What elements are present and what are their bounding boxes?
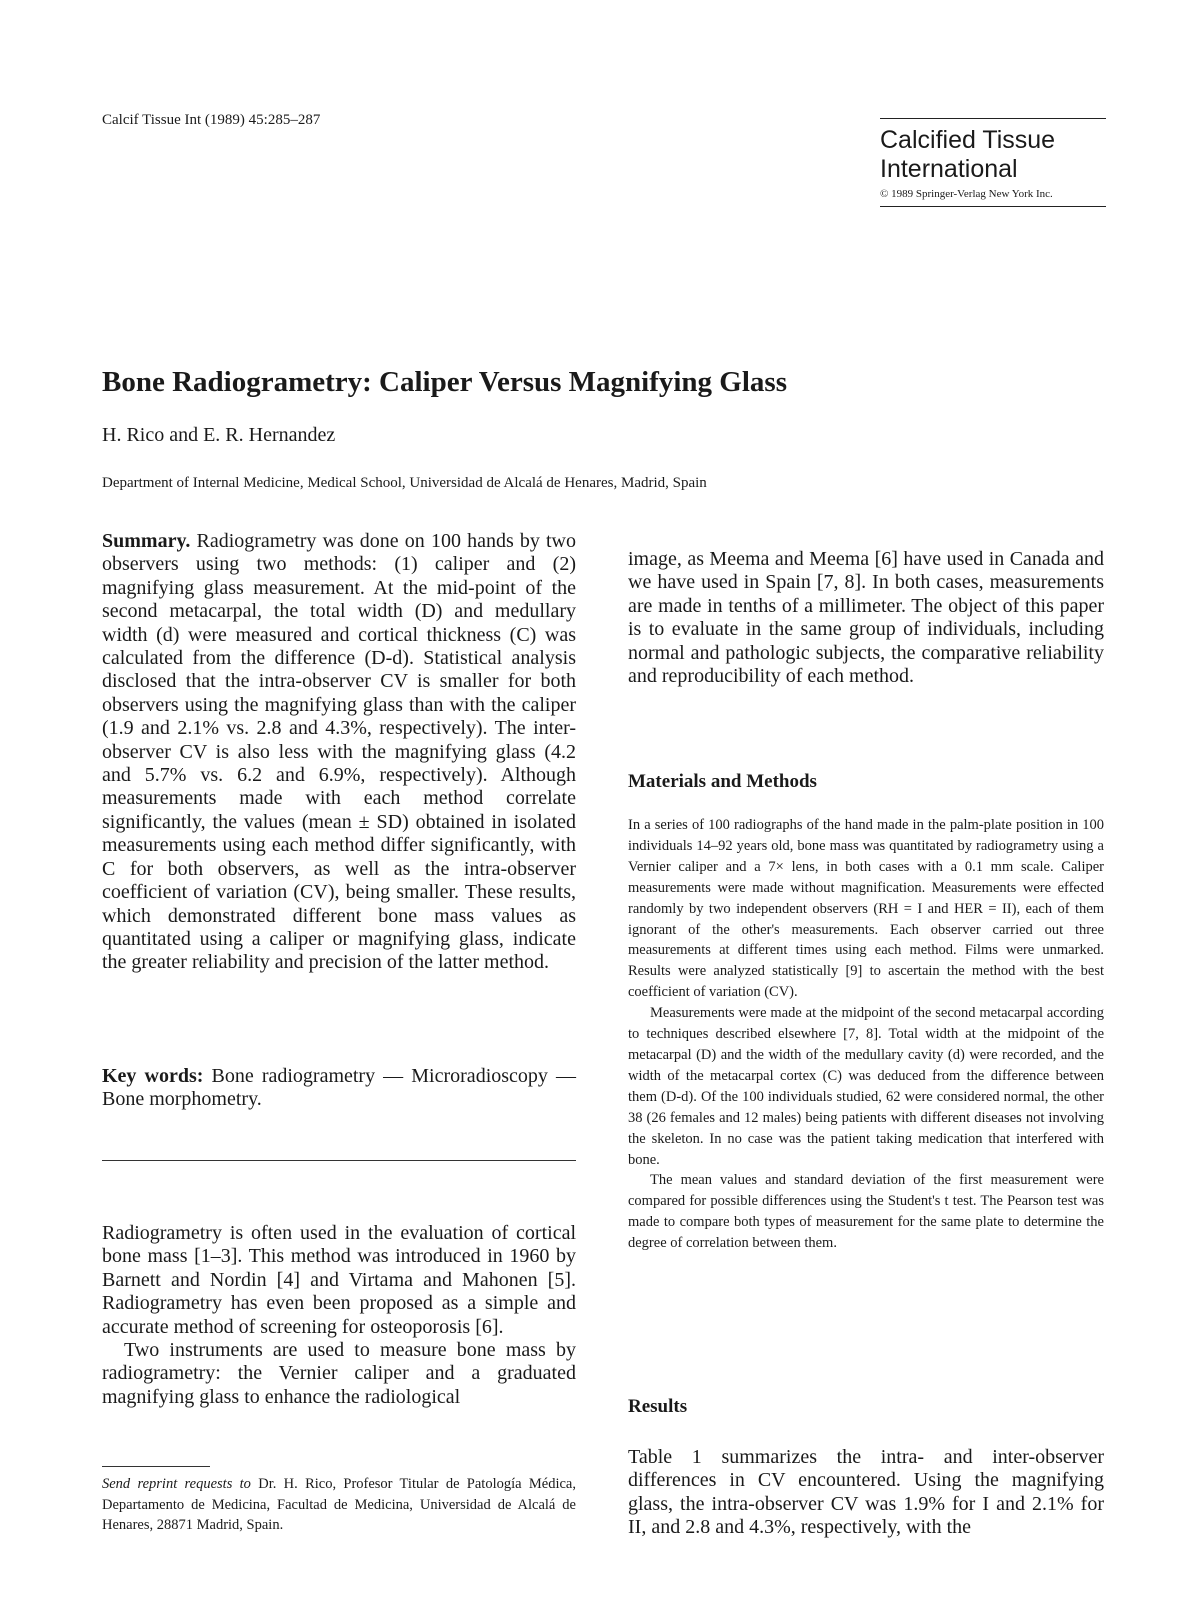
footnote-text: Dr. H. Rico, Profesor Titular de Patología Médica, Departamento de Medicina, Facultad de Medicina, Universidad de Alcalá de Henares, 28871 Madrid, Spain. <box>102 1476 576 1533</box>
methods-heading: Materials and Methods <box>628 771 817 792</box>
methods-paragraph-1: In a series of 100 radiographs of the hand made in the palm-plate position in 100 individuals 14–92 years old, bone mass was quantitated by radiogrametry using a Vernier caliper and a 7× lens, in both cases with a 0.1 mm scale. Caliper measurements were made without magnification. Measurements were effected randomly by two independent observers (RH = I and HER = II), each of them ignorant of the other's measurements. Each observer carried out three measurements at different times using each method. Films were unmarked. Results were analyzed statistically [9] to ascertain the method with the best coefficient of variation (CV). <box>628 817 1104 1001</box>
section-divider <box>102 1160 576 1161</box>
introduction-block <box>102 1222 576 1409</box>
keywords-block <box>102 1065 576 1112</box>
article-authors: H. Rico and E. R. Hernandez <box>102 424 336 446</box>
intro-paragraph-2: Two instruments are used to measure bone mass by radiogrametry: the Vernier caliper and a graduated magnifying glass to enhance the radiological <box>102 1339 576 1408</box>
article-title: Bone Radiogrametry: Caliper Versus Magnifying Glass <box>102 366 787 398</box>
footnote <box>102 1474 576 1536</box>
journal-citation: Calcif Tissue Int (1989) 45:285–287 <box>102 112 321 128</box>
intro-paragraph-1: Radiogrametry is often used in the evaluation of cortical bone mass [1–3]. This method was introduced in 1960 by Barnett and Nordin [4] and Virtama and Mahonen [5]. Radiogrametry has even been proposed as a simple and accurate method of screening for osteoporosis [6]. <box>102 1222 576 1338</box>
summary-block <box>102 530 576 975</box>
intro-continuation <box>628 548 1104 688</box>
footnote-label: Send reprint requests to <box>102 1476 251 1492</box>
keywords-text: Bone radiogrametry — Microradioscopy — Bone morphometry. <box>102 1065 576 1111</box>
results-body <box>628 1446 1104 1540</box>
copyright-notice: © 1989 Springer-Verlag New York Inc. <box>880 188 1053 200</box>
journal-masthead <box>880 118 1106 207</box>
summary-label: Summary. <box>102 530 191 552</box>
intro-paragraph-3: image, as Meema and Meema [6] have used in Canada and we have used in Spain [7, 8]. In both cases, measurements are made in tenths of a millimeter. The object of this paper is to evaluate in the same group of individuals, including normal and pathologic subjects, the comparative reliability and reproducibility of each method. <box>628 548 1104 688</box>
methods-paragraph-3: The mean values and standard deviation of the first measurement were compared for possible differences using the Student's t test. The Pearson test was made to compare both types of measurement for the same plate to determine the degree of correlation between them. <box>628 1172 1104 1252</box>
results-heading: Results <box>628 1396 688 1417</box>
author-affiliation: Department of Internal Medicine, Medical School, Universidad de Alcalá de Henares, Madrid, Spain <box>102 475 707 491</box>
results-paragraph-1: Table 1 summarizes the intra- and inter-observer differences in CV encountered. Using the magnifying glass, the intra-observer CV was 1.9% for I and 2.1% for II, and 2.8 and 4.3%, respectively, with the <box>628 1446 1104 1539</box>
summary-text: Radiogrametry was done on 100 hands by two observers using two methods: (1) caliper and (2) magnifying glass measurement. At the mid-point of the second metacarpal, the total width (D) and medullary width (d) were measured and cortical thickness (C) was calculated from the difference (D-d). Statistical analysis disclosed that the intra-observer CV is smaller for both observers using the magnifying glass than with the caliper (1.9 and 2.1% vs. 2.8 and 4.3%, respectively). The inter-observer CV is also less with the magnifying glass (4.2 and 5.7% vs. 6.2 and 6.9%, respectively). Although measurements made with each method correlate significantly, the values (mean ± SD) obtained in isolated measurements using each method differ significantly, with C for both observers, as well as the intra-observer coefficient of variation (CV), being smaller. These results, which demonstrated different bone mass values as quantitated using a caliper or magnifying glass, indicate the greater reliability and precision of the latter method. <box>102 530 576 974</box>
footnote-rule <box>102 1466 210 1467</box>
journal-name-line2: International <box>880 155 1018 183</box>
methods-paragraph-2: Measurements were made at the midpoint of the second metacarpal according to techniques described elsewhere [7, 8]. Total width at the midpoint of the metacarpal (D) and the width of the medullary cavity (d) were recorded, and the width of the metacarpal cortex (C) was deduced from the difference between them (D-d). Of the 100 individuals studied, 62 were considered normal, the other 38 (26 females and 12 males) being patients with different diseases not involving the skeleton. In no case was the patient taking medication that interfered with bone. <box>628 1005 1104 1168</box>
methods-body <box>628 815 1104 1254</box>
keywords-label: Key words: <box>102 1065 204 1087</box>
journal-name-line1: Calcified Tissue <box>880 126 1056 154</box>
